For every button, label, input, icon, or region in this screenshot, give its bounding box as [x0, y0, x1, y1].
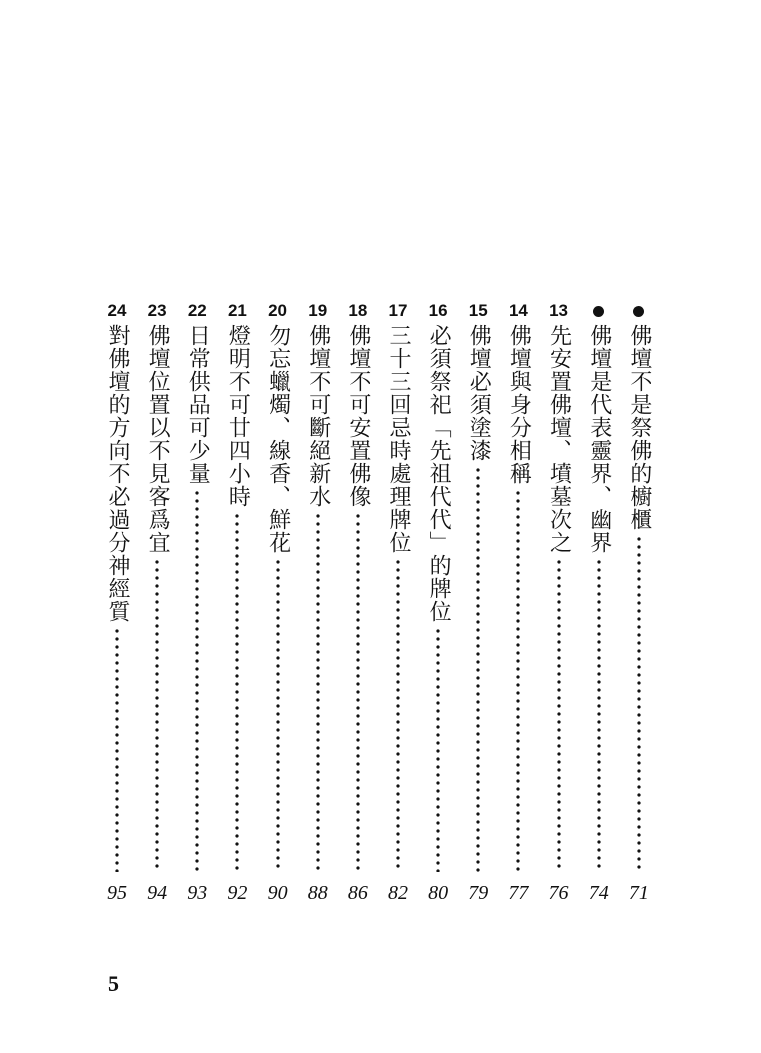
dot-leader: [637, 535, 641, 872]
toc-entry-number: 20: [268, 301, 288, 320]
toc-entry[interactable]: [505, 302, 531, 902]
toc-entry[interactable]: [546, 302, 572, 902]
bullet-icon: [633, 306, 644, 317]
toc-entry-number: 22: [187, 301, 207, 320]
toc-entry-number: 21: [227, 301, 247, 320]
toc-entry[interactable]: [224, 302, 250, 902]
toc-entry-page: 86: [347, 882, 368, 904]
toc-entry-number: 15: [468, 301, 488, 320]
toc-entry-number: 17: [388, 301, 408, 320]
dot-leader: [155, 558, 159, 872]
dot-leader: [356, 512, 360, 872]
toc-entry-page: 74: [588, 882, 609, 904]
toc-entry-page: 90: [267, 882, 288, 904]
toc-entry[interactable]: [144, 302, 170, 902]
toc-entry-title: 日常供品可少量: [185, 324, 211, 485]
page-number: 5: [108, 971, 119, 996]
toc-entry-number: 18: [348, 301, 368, 320]
toc-entry[interactable]: [465, 302, 491, 902]
toc-entry-title: 必須祭祀「先祖代代」的牌位: [426, 324, 452, 623]
toc-entry-title: 佛壇不可安置佛像: [345, 324, 371, 508]
toc-entry[interactable]: [586, 302, 612, 902]
toc-entry[interactable]: [265, 302, 291, 902]
table-of-contents: [104, 302, 652, 902]
toc-entry-number: 23: [147, 301, 167, 320]
toc-entry-page: 94: [147, 882, 168, 904]
toc-entry[interactable]: [345, 302, 371, 902]
dot-leader: [557, 558, 561, 872]
toc-entry-page: 77: [508, 882, 529, 904]
toc-entry[interactable]: [385, 302, 411, 902]
toc-entry-title: 先安置佛壇、墳墓次之: [546, 324, 572, 554]
dot-leader: [396, 558, 400, 872]
toc-entry-page: 76: [548, 882, 569, 904]
toc-entry[interactable]: [425, 302, 451, 902]
toc-entry-title: 佛壇與身分相稱: [506, 324, 532, 485]
toc-entry-page: 82: [387, 882, 408, 904]
toc-entry-page: 95: [107, 882, 127, 904]
toc-entry-number: 19: [308, 301, 328, 320]
toc-entry-number: 13: [549, 301, 568, 320]
toc-entry-title: 佛壇必須塗漆: [466, 324, 492, 462]
toc-entry-title: 佛壇不是祭佛的櫥櫃: [626, 324, 652, 531]
toc-entry-page: 80: [428, 882, 449, 904]
toc-entry-title: 勿忘蠟燭、線香、鮮花: [265, 324, 291, 554]
toc-entry-title: 佛壇不可斷絕新水: [305, 324, 331, 508]
dot-leader: [597, 558, 601, 872]
toc-entry[interactable]: [104, 302, 130, 902]
toc-entry-page: 88: [307, 882, 328, 904]
dot-leader: [195, 489, 199, 872]
dot-leader: [115, 627, 119, 872]
dot-leader: [235, 512, 239, 872]
toc-entry-title: 燈明不可廿四小時: [225, 324, 251, 508]
toc-entry-number: 16: [428, 301, 448, 320]
bullet-icon: [593, 306, 604, 317]
toc-entry[interactable]: [626, 302, 652, 902]
toc-entry-page: 93: [187, 882, 208, 904]
toc-entry-page: 79: [468, 882, 489, 904]
dot-leader: [316, 512, 320, 872]
toc-entry-title: 佛壇是代表靈界、幽界: [586, 324, 612, 554]
dot-leader: [476, 466, 480, 872]
toc-entry-page: 92: [227, 882, 248, 904]
dot-leader: [276, 558, 280, 872]
toc-entry-title: 三十三回忌時處理牌位: [385, 324, 411, 554]
dot-leader: [436, 627, 440, 872]
toc-entry[interactable]: [305, 302, 331, 902]
toc-entry-title: 對佛壇的方向不必過分神經質: [105, 324, 130, 623]
dot-leader: [516, 489, 520, 872]
toc-entry-number: 14: [508, 301, 528, 320]
toc-entry[interactable]: [184, 302, 210, 902]
toc-entry-title: 佛壇位置以不見客爲宜: [145, 324, 171, 554]
toc-entry-number: 24: [107, 301, 127, 320]
toc-entry-page: 71: [628, 882, 649, 904]
